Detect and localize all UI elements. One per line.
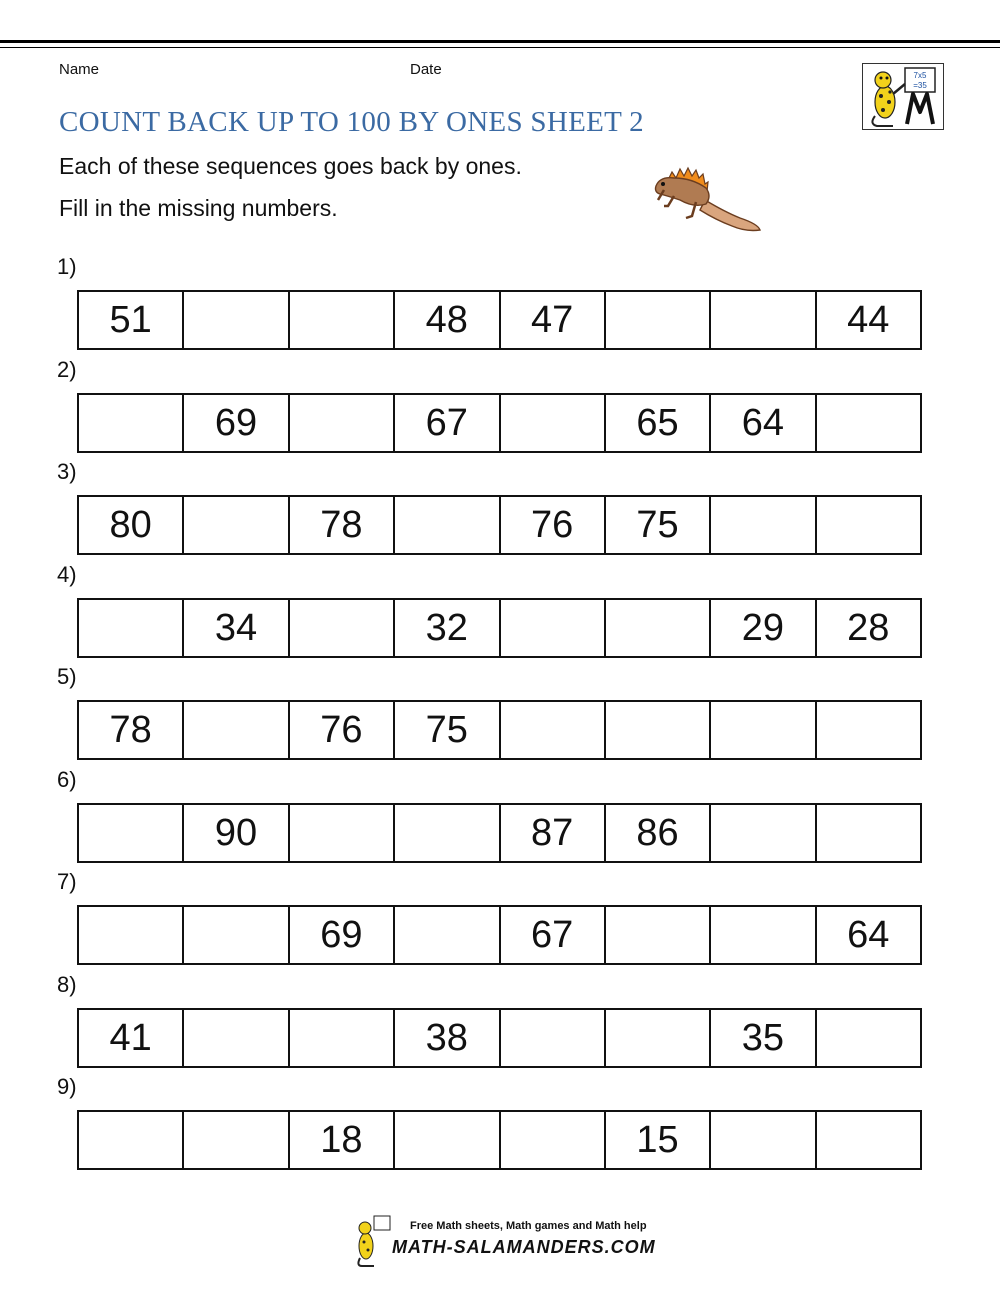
number-cell: 75 bbox=[395, 702, 500, 758]
top-rule-thin bbox=[0, 47, 1000, 48]
blank-answer-cell[interactable] bbox=[606, 292, 711, 348]
blank-answer-cell[interactable] bbox=[184, 1112, 289, 1168]
blank-answer-cell[interactable] bbox=[290, 600, 395, 656]
blank-answer-cell[interactable] bbox=[79, 907, 184, 963]
blank-answer-cell[interactable] bbox=[184, 292, 289, 348]
number-cell: 48 bbox=[395, 292, 500, 348]
name-label: Name bbox=[59, 61, 100, 78]
footer-brand: MATH-SALAMANDERS.COM bbox=[392, 1237, 656, 1257]
number-cell: 75 bbox=[606, 497, 711, 553]
number-cell: 69 bbox=[184, 395, 289, 451]
number-cell: 65 bbox=[606, 395, 711, 451]
blank-answer-cell[interactable] bbox=[501, 702, 606, 758]
blank-answer-cell[interactable] bbox=[184, 907, 289, 963]
blank-answer-cell[interactable] bbox=[606, 907, 711, 963]
number-cell: 76 bbox=[501, 497, 606, 553]
top-rule-thick bbox=[0, 40, 1000, 43]
number-cell: 86 bbox=[606, 805, 711, 861]
blank-answer-cell[interactable] bbox=[817, 702, 920, 758]
question-number: 8) bbox=[57, 971, 77, 997]
blank-answer-cell[interactable] bbox=[290, 805, 395, 861]
footer-salamander-icon bbox=[352, 1212, 392, 1268]
sequence-row bbox=[77, 598, 922, 658]
blank-answer-cell[interactable] bbox=[817, 395, 920, 451]
blank-answer-cell[interactable] bbox=[79, 600, 184, 656]
blank-answer-cell[interactable] bbox=[501, 600, 606, 656]
number-cell: 35 bbox=[711, 1010, 816, 1066]
number-cell: 41 bbox=[79, 1010, 184, 1066]
blank-answer-cell[interactable] bbox=[184, 1010, 289, 1066]
blank-answer-cell[interactable] bbox=[606, 1010, 711, 1066]
blank-answer-cell[interactable] bbox=[395, 805, 500, 861]
sequence-row bbox=[77, 1008, 922, 1068]
question-number: 1) bbox=[57, 254, 77, 279]
question-number: 9) bbox=[57, 1074, 77, 1099]
number-cell: 78 bbox=[290, 497, 395, 553]
question-number: 2) bbox=[57, 356, 77, 382]
blank-answer-cell[interactable] bbox=[184, 497, 289, 553]
blank-answer-cell[interactable] bbox=[79, 395, 184, 451]
number-cell: 32 bbox=[395, 600, 500, 656]
logo-equation-top: 7x5 bbox=[913, 71, 927, 80]
number-cell: 87 bbox=[501, 805, 606, 861]
number-cell: 67 bbox=[395, 395, 500, 451]
math-salamanders-logo bbox=[862, 63, 944, 130]
blank-answer-cell[interactable] bbox=[184, 702, 289, 758]
instruction-line-2: Fill in the missing numbers. bbox=[59, 195, 338, 221]
number-cell: 64 bbox=[847, 914, 890, 956]
number-cell: 90 bbox=[184, 805, 289, 861]
number-cell: 38 bbox=[395, 1010, 500, 1066]
blank-answer-cell[interactable] bbox=[290, 395, 395, 451]
blank-answer-cell[interactable] bbox=[817, 497, 920, 553]
blank-answer-cell[interactable] bbox=[395, 907, 500, 963]
number-cell: 28 bbox=[847, 606, 890, 649]
question-number: 6) bbox=[57, 766, 77, 792]
blank-answer-cell[interactable] bbox=[711, 292, 816, 348]
sequence-row bbox=[77, 803, 922, 863]
number-cell: 80 bbox=[79, 497, 184, 553]
sequence-row bbox=[77, 1110, 922, 1170]
number-cell: 51 bbox=[79, 292, 184, 348]
number-cell: 47 bbox=[501, 292, 606, 348]
blank-answer-cell[interactable] bbox=[711, 907, 816, 963]
worksheet-title: COUNT BACK UP TO 100 BY ONES SHEET 2 bbox=[59, 106, 644, 138]
sequence-row bbox=[77, 495, 922, 555]
blank-answer-cell[interactable] bbox=[79, 1112, 184, 1168]
blank-answer-cell[interactable] bbox=[711, 702, 816, 758]
number-cell: 78 bbox=[79, 702, 184, 758]
blank-answer-cell[interactable] bbox=[395, 497, 500, 553]
instruction-line-1: Each of these sequences goes back by ones. bbox=[59, 153, 522, 179]
date-label: Date bbox=[410, 61, 442, 78]
blank-answer-cell[interactable] bbox=[606, 702, 711, 758]
question-number: 3) bbox=[57, 459, 77, 484]
blank-answer-cell[interactable] bbox=[711, 805, 816, 861]
number-cell: 44 bbox=[847, 299, 890, 341]
blank-answer-cell[interactable] bbox=[817, 1112, 920, 1168]
blank-answer-cell[interactable] bbox=[817, 1010, 920, 1066]
sequence-row bbox=[77, 700, 922, 760]
sequence-row bbox=[77, 393, 922, 453]
blank-answer-cell[interactable] bbox=[817, 805, 920, 861]
number-cell: 18 bbox=[290, 1112, 395, 1168]
question-number: 7) bbox=[57, 869, 77, 894]
sequence-row bbox=[77, 905, 922, 965]
blank-answer-cell[interactable] bbox=[606, 600, 711, 656]
salamander-illustration bbox=[650, 160, 765, 238]
question-number: 4) bbox=[57, 561, 77, 587]
blank-answer-cell[interactable] bbox=[79, 805, 184, 861]
footer-tagline: Free Math sheets, Math games and Math help bbox=[410, 1220, 647, 1232]
blank-answer-cell[interactable] bbox=[711, 497, 816, 553]
number-cell: 76 bbox=[290, 702, 395, 758]
blank-answer-cell[interactable] bbox=[395, 1112, 500, 1168]
footer-logo bbox=[352, 1212, 656, 1268]
blank-answer-cell[interactable] bbox=[501, 1112, 606, 1168]
number-cell: 69 bbox=[290, 907, 395, 963]
number-cell: 67 bbox=[501, 907, 606, 963]
number-cell: 29 bbox=[711, 600, 816, 656]
number-cell: 34 bbox=[184, 600, 289, 656]
logo-equation-bottom: =35 bbox=[913, 81, 927, 90]
number-cell: 15 bbox=[606, 1112, 711, 1168]
blank-answer-cell[interactable] bbox=[290, 1010, 395, 1066]
blank-answer-cell[interactable] bbox=[501, 395, 606, 451]
question-number: 5) bbox=[57, 664, 77, 689]
blank-answer-cell[interactable] bbox=[711, 1112, 816, 1168]
number-cell: 64 bbox=[711, 395, 816, 451]
sequence-row bbox=[77, 290, 922, 350]
blank-answer-cell[interactable] bbox=[501, 1010, 606, 1066]
blank-answer-cell[interactable] bbox=[290, 292, 395, 348]
